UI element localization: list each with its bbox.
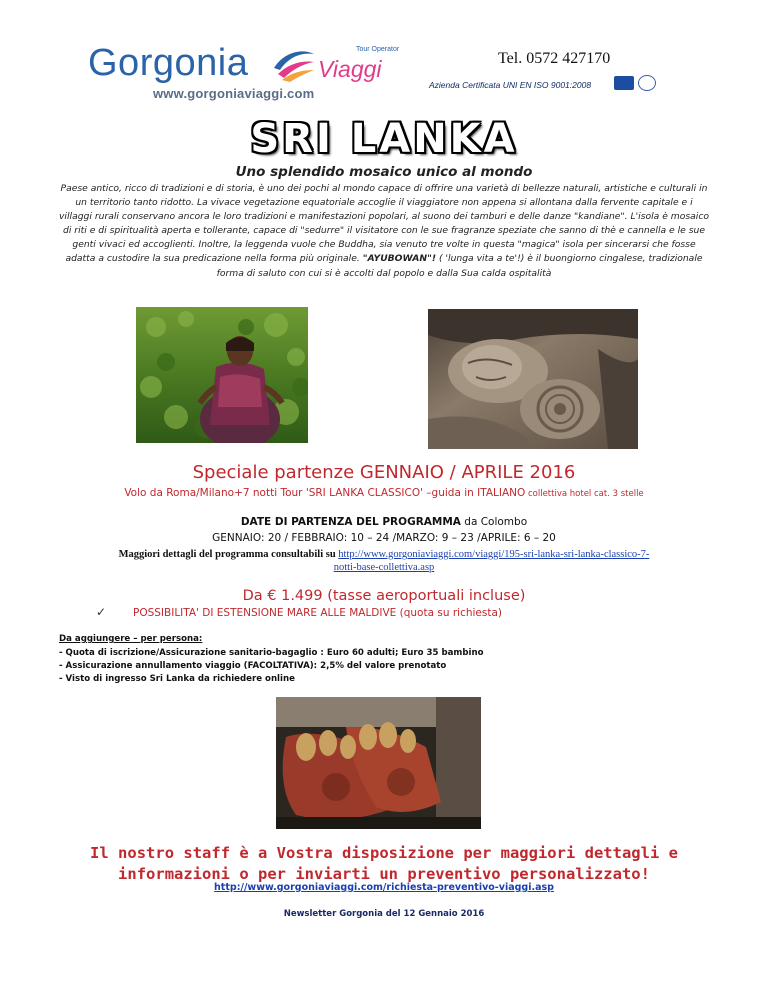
certification: Azienda Certificata UNI EN ISO 9001:2008 — [429, 80, 592, 90]
departure-dates-title: DATE DI PARTENZA DEL PROGRAMMA da Colombo — [240, 516, 528, 528]
telephone: Tel. 0572 427170 — [498, 50, 611, 67]
photo-buddha-feet — [276, 697, 481, 829]
program-details-link[interactable]: http://www.gorgoniaviaggi.com/viaggi/195-sri-lanka-sri-lanka-classico-7-notti-base-collettiva.asp — [333, 549, 650, 573]
logo-tour-operator: Tour Operator — [356, 46, 400, 53]
staff-message: Il nostro staff è a Vostra disposizione per maggiori dettagli e informazioni o per inviarti un preventivo personalizzato! — [90, 844, 678, 883]
logo-viaggi: Viaggi — [318, 56, 382, 82]
program-details: Maggiori dettagli del programma consultabili su http://www.gorgoniaviaggi.com/viaggi/195-sri-lanka-sri-lanka-classico-7-notti-base-collettiva.asp — [118, 549, 650, 573]
photo-buddha-statue — [428, 309, 638, 449]
maldives-extension: POSSIBILITA' DI ESTENSIONE MARE ALLE MALDIVE (quota su richiesta) — [133, 607, 502, 619]
photo-tea-picker — [136, 307, 308, 443]
departure-dates: GENNAIO: 20 / FEBBRAIO: 10 – 24 /MARZO: 9 – 23 /APRILE: 6 – 20 — [212, 532, 556, 544]
subtitle: Uno splendido mosaico unico al mondo — [235, 164, 533, 180]
newsletter-date: Newsletter Gorgonia del 12 Gennaio 2016 — [283, 909, 485, 919]
quote-request-link[interactable]: http://www.gorgoniaviaggi.com/richiesta-preventivo-viaggi.asp — [214, 882, 554, 893]
special-departures-heading: Speciale partenze GENNAIO / APRILE 2016 — [192, 462, 576, 483]
extras-list — [59, 647, 484, 686]
logo-url: www.gorgoniaviaggi.com — [153, 86, 315, 101]
quote-request — [0, 882, 768, 893]
list-item: - Quota di iscrizione/Assicurazione sanitario-bagaglio : Euro 60 adulti; Euro 35 bambino — [59, 648, 484, 658]
price: Da € 1.499 (tasse aeroportuali incluse) — [242, 588, 526, 604]
check-icon: ✓ — [96, 605, 107, 619]
intro-text: Paese antico, ricco di tradizioni e di storia, è uno dei pochi al mondo capace di offrire una varietà di bellezze naturali, artistiche e culturali in un territorio tanto ridotto. La vivace vegetazione equatoriale accoglie il viaggiatore non appena si allontana dalla fervente capitale e i villaggi rurali conservano ancora le loro tradizioni e manifestazioni popolari, al suono dei tamburi e delle danze "kandiane". L'isola è mosaico di riti e di spiritualità aperta e tollerante, capace di "sedurre" il visitatore con le sue fragranze speziate che sanno di thè e cannella e le sue genti vivaci ed accoglienti. Inoltre, la leggenda vuole che Buddha, sia venuto tre volte in questa "magica" isola per sincerarsi che fosse adatta a custodire la sua predicazione nella forma più originale. "AYUBOWAN"! ( 'lunga vita a te'!) è il buongiorno cingalese, tradizionale forma di saluto con cui si è accolti dal popolo e dalla Sua calda ospitalità — [59, 183, 709, 279]
logo-gorgonia: Gorgonia — [88, 42, 249, 84]
logo-swoosh-icon — [270, 44, 316, 84]
flight-tour-info: Volo da Roma/Milano+7 notti Tour 'SRI LANKA CLASSICO' –guida in ITALIANO collettiva hotel cat. 3 stelle — [124, 487, 644, 499]
iqnet-mark-icon — [638, 75, 656, 91]
list-item: - Assicurazione annullamento viaggio (FACOLTATIVA): 2,5% del valore prenotato — [59, 661, 447, 671]
cert-mark-icon — [614, 76, 634, 90]
page-title: SRI LANKA — [250, 116, 518, 162]
list-item: - Visto di ingresso Sri Lanka da richiedere online — [59, 674, 295, 684]
extras-heading: Da aggiungere – per persona: — [59, 634, 203, 644]
